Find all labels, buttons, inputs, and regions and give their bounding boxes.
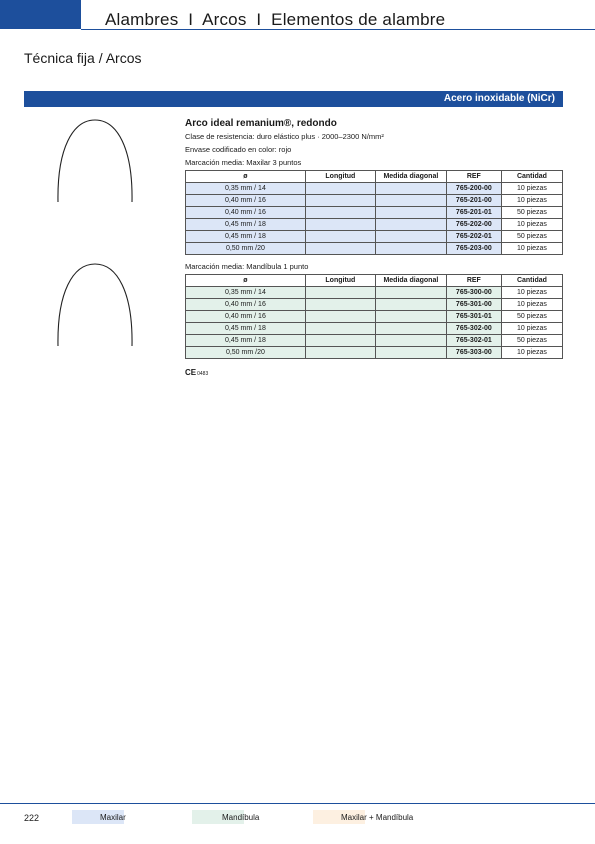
quantity-cell: 10 piezas [501, 347, 562, 359]
quantity-cell: 50 piezas [501, 231, 562, 243]
ref-cell: 765-302-01 [446, 335, 501, 347]
table-row [186, 243, 563, 255]
table-row [186, 207, 563, 219]
col-diagonal: Medida diagonal [375, 275, 446, 287]
quantity-cell: 10 piezas [501, 219, 562, 231]
table-row [186, 287, 563, 299]
col-ref: REF [446, 171, 501, 183]
diameter-cell: 0,35 mm / 14 [186, 287, 306, 299]
quantity-cell: 50 piezas [501, 335, 562, 347]
legend-label-mandibula: Mandíbula [222, 813, 260, 822]
length-cell [305, 347, 375, 359]
length-cell [305, 287, 375, 299]
length-cell [305, 183, 375, 195]
table-header-row [186, 275, 563, 287]
ref-cell: 765-202-01 [446, 231, 501, 243]
section-title: Técnica fija / Arcos [24, 50, 142, 66]
diagonal-cell [375, 335, 446, 347]
quantity-cell: 10 piezas [501, 243, 562, 255]
ref-cell: 765-301-01 [446, 311, 501, 323]
mandibula-arch-image [55, 262, 135, 348]
diagonal-cell [375, 231, 446, 243]
diagonal-cell [375, 347, 446, 359]
diameter-cell: 0,45 mm / 18 [186, 335, 306, 347]
length-cell [305, 311, 375, 323]
diameter-cell: 0,45 mm / 18 [186, 231, 306, 243]
diagonal-cell [375, 287, 446, 299]
quantity-cell: 10 piezas [501, 287, 562, 299]
diagonal-cell [375, 323, 446, 335]
quantity-cell: 10 piezas [501, 195, 562, 207]
diameter-cell: 0,45 mm / 18 [186, 323, 306, 335]
quantity-cell: 10 piezas [501, 323, 562, 335]
diagonal-cell [375, 207, 446, 219]
table-row [186, 311, 563, 323]
ce-symbol: CE [185, 368, 197, 377]
table-row [186, 231, 563, 243]
length-cell [305, 207, 375, 219]
ref-cell: 765-201-00 [446, 195, 501, 207]
length-cell [305, 231, 375, 243]
diagonal-cell [375, 195, 446, 207]
length-cell [305, 195, 375, 207]
brand-block [0, 0, 81, 29]
length-cell [305, 299, 375, 311]
diameter-cell: 0,40 mm / 16 [186, 311, 306, 323]
mandibula-table [185, 274, 563, 359]
resistance-class: Clase de resistencia: duro elástico plus · 2000–2300 N/mm² [185, 132, 384, 141]
ce-number: 0483 [197, 371, 209, 377]
quantity-cell: 10 piezas [501, 183, 562, 195]
ref-cell: 765-302-00 [446, 323, 501, 335]
table-row [186, 299, 563, 311]
diameter-cell: 0,40 mm / 16 [186, 207, 306, 219]
page-header-title: Alambres I Arcos I Elementos de alambre [105, 10, 446, 29]
diameter-cell: 0,40 mm / 16 [186, 195, 306, 207]
quantity-cell: 10 piezas [501, 299, 562, 311]
diagonal-cell [375, 183, 446, 195]
table-row [186, 335, 563, 347]
maxilar-marking: Marcación media: Maxilar 3 puntos [185, 158, 302, 167]
table-row [186, 195, 563, 207]
product-block [185, 118, 563, 359]
col-diameter: ø [186, 275, 306, 287]
length-cell [305, 243, 375, 255]
color-code: Envase codificado en color: rojo [185, 145, 292, 154]
ce-mark [185, 368, 208, 377]
diagonal-cell [375, 311, 446, 323]
col-qty: Cantidad [501, 171, 562, 183]
legend-label-maxilar: Maxilar [100, 813, 126, 822]
diameter-cell: 0,35 mm / 14 [186, 183, 306, 195]
header-rule [81, 29, 595, 30]
material-bar: Acero inoxidable (NiCr) [24, 91, 563, 107]
ref-cell: 765-201-01 [446, 207, 501, 219]
diagonal-cell [375, 299, 446, 311]
ref-cell: 765-301-00 [446, 299, 501, 311]
col-qty: Cantidad [501, 275, 562, 287]
mandibula-marking: Marcación media: Mandíbula 1 punto [185, 262, 309, 271]
ref-cell: 765-200-00 [446, 183, 501, 195]
length-cell [305, 323, 375, 335]
col-ref: REF [446, 275, 501, 287]
table-header-row [186, 171, 563, 183]
maxilar-arch-image [55, 118, 135, 204]
legend-label-maxilar-mandibula: Maxilar + Mandíbula [341, 813, 414, 822]
length-cell [305, 219, 375, 231]
page-number: 222 [24, 813, 40, 823]
length-cell [305, 335, 375, 347]
product-name: Arco ideal remanium®, redondo [185, 118, 337, 129]
diagonal-cell [375, 243, 446, 255]
ref-cell: 765-203-00 [446, 243, 501, 255]
col-diameter: ø [186, 171, 306, 183]
quantity-cell: 50 piezas [501, 311, 562, 323]
diameter-cell: 0,50 mm /20 [186, 243, 306, 255]
quantity-cell: 50 piezas [501, 207, 562, 219]
maxilar-table [185, 170, 563, 255]
footer-rule [0, 803, 595, 804]
col-length: Longitud [305, 171, 375, 183]
diameter-cell: 0,40 mm / 16 [186, 299, 306, 311]
diagonal-cell [375, 219, 446, 231]
table-row [186, 323, 563, 335]
diameter-cell: 0,45 mm / 18 [186, 219, 306, 231]
ref-cell: 765-300-00 [446, 287, 501, 299]
ref-cell: 765-303-00 [446, 347, 501, 359]
table-row [186, 183, 563, 195]
ref-cell: 765-202-00 [446, 219, 501, 231]
table-row [186, 347, 563, 359]
table-row [186, 219, 563, 231]
col-diagonal: Medida diagonal [375, 171, 446, 183]
diameter-cell: 0,50 mm /20 [186, 347, 306, 359]
col-length: Longitud [305, 275, 375, 287]
